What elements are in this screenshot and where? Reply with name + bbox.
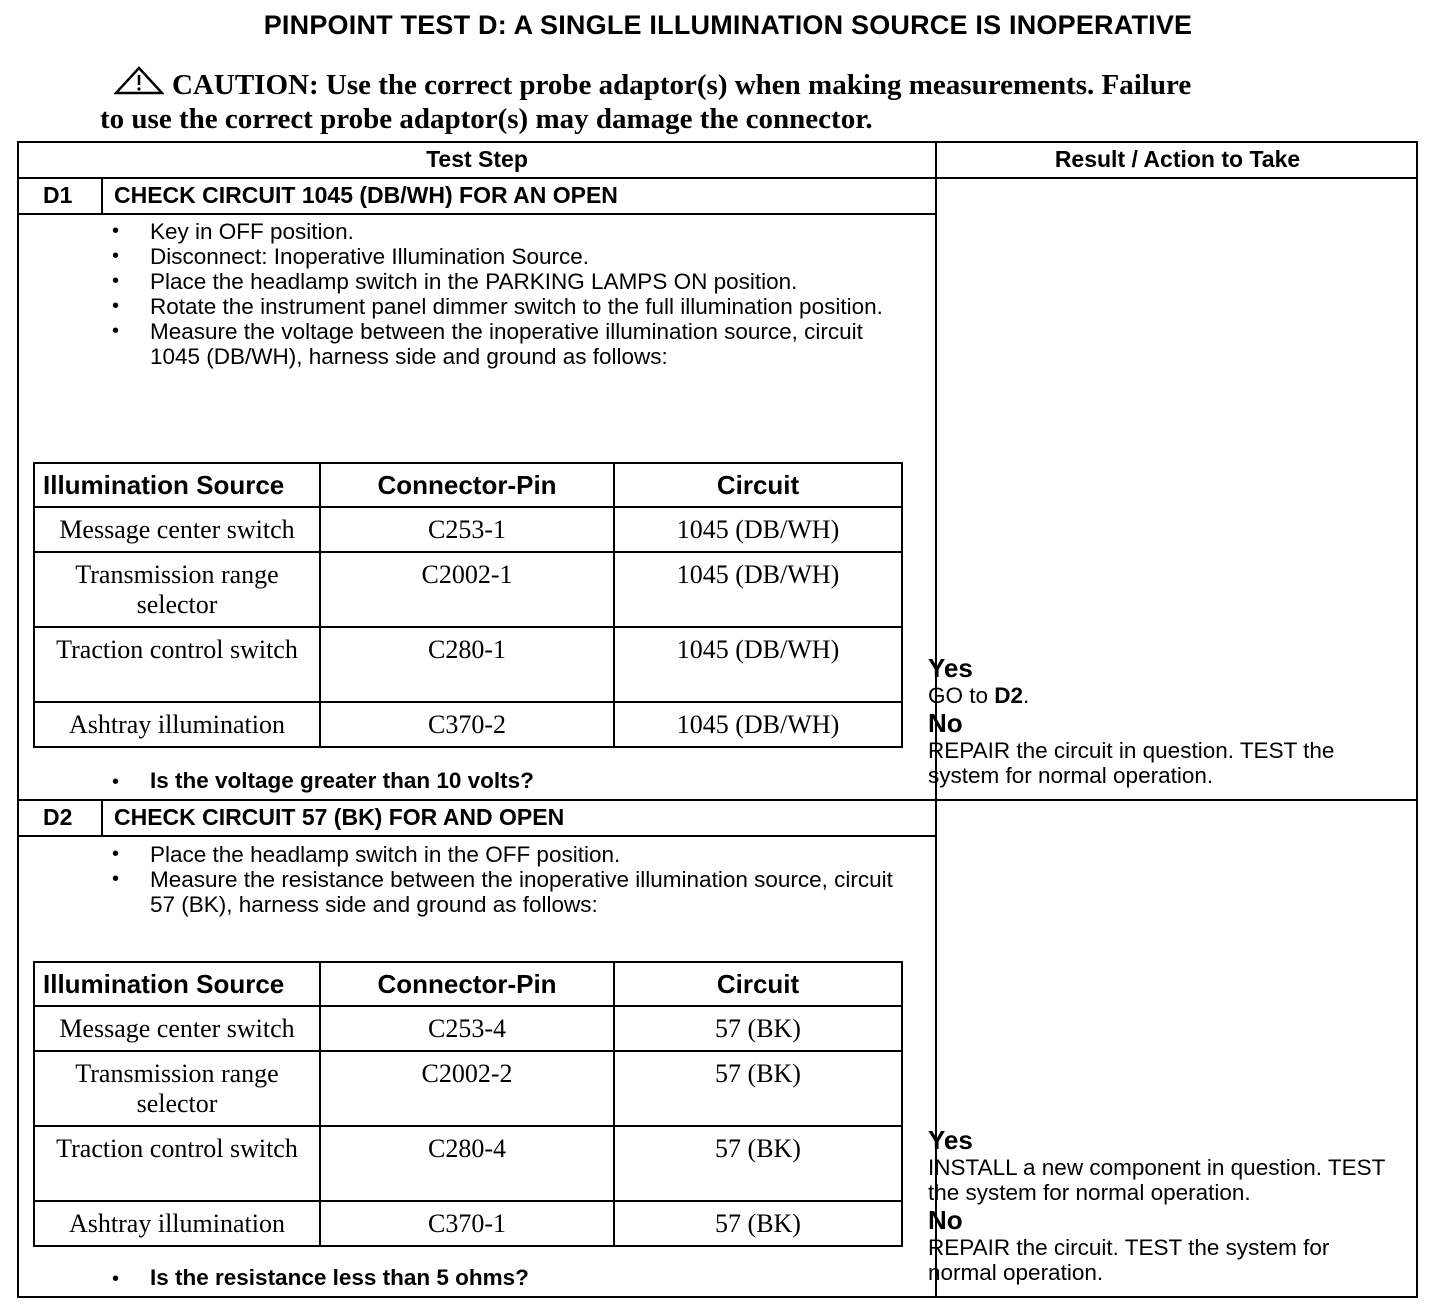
table-cell: C2002-2 — [320, 1051, 614, 1126]
table-row — [34, 507, 902, 552]
list-item: • Place the headlamp switch in the OFF position. — [112, 842, 912, 867]
table-cell: C280-4 — [320, 1126, 614, 1201]
step-divider — [19, 799, 1418, 801]
column-header: Connector-Pin — [320, 463, 614, 507]
table-row — [34, 1051, 902, 1126]
step-d2-instructions — [112, 842, 912, 917]
header-test-step: Test Step — [426, 146, 528, 172]
list-item: • Measure the resistance between the inoperative illumination source, circuit 57 (BK), harness side and ground as follows: — [112, 867, 912, 917]
list-item: • Disconnect: Inoperative Illumination Source. — [112, 244, 912, 269]
table-cell: C253-4 — [320, 1006, 614, 1051]
step-d1-title-divider — [19, 213, 935, 215]
table-cell: 1045 (DB/WH) — [614, 552, 902, 627]
table-cell: Transmission range selector — [34, 552, 320, 627]
result-yes-label: Yes — [928, 653, 973, 683]
table-cell: 1045 (DB/WH) — [614, 507, 902, 552]
table-cell: Message center switch — [34, 507, 320, 552]
column-header: Connector-Pin — [320, 962, 614, 1006]
table-row — [34, 1201, 902, 1246]
step-d2-result — [928, 1125, 1408, 1285]
table-cell: Traction control switch — [34, 627, 320, 702]
table-cell: C2002-1 — [320, 552, 614, 627]
table-cell: 1045 (DB/WH) — [614, 627, 902, 702]
table-cell: 57 (BK) — [614, 1051, 902, 1126]
list-item: • Measure the voltage between the inoperative illumination source, circuit 1045 (DB/WH), harness side and ground as follows: — [112, 319, 912, 369]
table-cell: 57 (BK) — [614, 1201, 902, 1246]
step-d2-measurement-table — [33, 961, 903, 1247]
table-cell: 57 (BK) — [614, 1126, 902, 1201]
step-d2-question: • Is the resistance less than 5 ohms? — [112, 1265, 529, 1290]
list-item: • Key in OFF position. — [112, 219, 912, 244]
step-d1-question: • Is the voltage greater than 10 volts? — [112, 768, 534, 793]
table-cell: Traction control switch — [34, 1126, 320, 1201]
step-d1-measurement-table — [33, 462, 903, 748]
page-title: PINPOINT TEST D: A SINGLE ILLUMINATION SOURCE IS INOPERATIVE — [263, 10, 1193, 40]
caution-line2: to use the correct probe adaptor(s) may damage the connector. — [100, 103, 873, 135]
result-yes-text: INSTALL a new component in question. TEST the system for normal operation. — [928, 1155, 1385, 1205]
result-yes-text: GO to D2. — [928, 683, 1030, 708]
table-row — [34, 1006, 902, 1051]
step-d1-result — [928, 653, 1408, 788]
column-header: Illumination Source — [34, 962, 320, 1006]
table-cell: Ashtray illumination — [34, 702, 320, 747]
table-cell: Message center switch — [34, 1006, 320, 1051]
step-d2-id-separator — [101, 801, 103, 836]
result-no-text: REPAIR the circuit. TEST the system for normal operation. — [928, 1235, 1330, 1285]
table-row — [34, 627, 902, 702]
table-cell: 1045 (DB/WH) — [614, 702, 902, 747]
step-d1-instructions — [112, 219, 912, 369]
header-result: Result / Action to Take — [1054, 146, 1301, 172]
table-cell: C253-1 — [320, 507, 614, 552]
table-row — [34, 702, 902, 747]
warning-triangle-icon — [114, 66, 164, 103]
result-no-text: REPAIR the circuit in question. TEST the system for normal operation. — [928, 738, 1335, 788]
list-item: • Rotate the instrument panel dimmer switch to the full illumination position. — [112, 294, 912, 319]
table-row — [34, 552, 902, 627]
step-d2-title: CHECK CIRCUIT 57 (BK) FOR AND OPEN — [114, 804, 565, 830]
table-row — [34, 1126, 902, 1201]
caution-notice — [100, 66, 1360, 135]
caution-line1: Use the correct probe adaptor(s) when making measurements. Failure — [325, 69, 1192, 101]
table-header-row — [34, 463, 902, 507]
step-d1-id-separator — [101, 179, 103, 213]
table-cell: C370-2 — [320, 702, 614, 747]
result-no-label: No — [928, 708, 963, 738]
list-item: • Place the headlamp switch in the PARKING LAMPS ON position. — [112, 269, 912, 294]
table-cell: 57 (BK) — [614, 1006, 902, 1051]
step-d2-id: D2 — [43, 804, 73, 830]
table-header-row — [34, 962, 902, 1006]
column-header: Illumination Source — [34, 463, 320, 507]
step-d1-title: CHECK CIRCUIT 1045 (DB/WH) FOR AN OPEN — [114, 182, 618, 208]
result-no-label: No — [928, 1205, 963, 1235]
table-cell: C370-1 — [320, 1201, 614, 1246]
column-header: Circuit — [614, 962, 902, 1006]
table-cell: Ashtray illumination — [34, 1201, 320, 1246]
table-cell: C280-1 — [320, 627, 614, 702]
table-cell: Transmission range selector — [34, 1051, 320, 1126]
caution-label: CAUTION: — [172, 69, 319, 101]
header-divider — [19, 177, 1418, 179]
column-header: Circuit — [614, 463, 902, 507]
step-d1-id: D1 — [43, 182, 73, 208]
step-d2-title-divider — [19, 835, 935, 837]
result-yes-label: Yes — [928, 1125, 973, 1155]
